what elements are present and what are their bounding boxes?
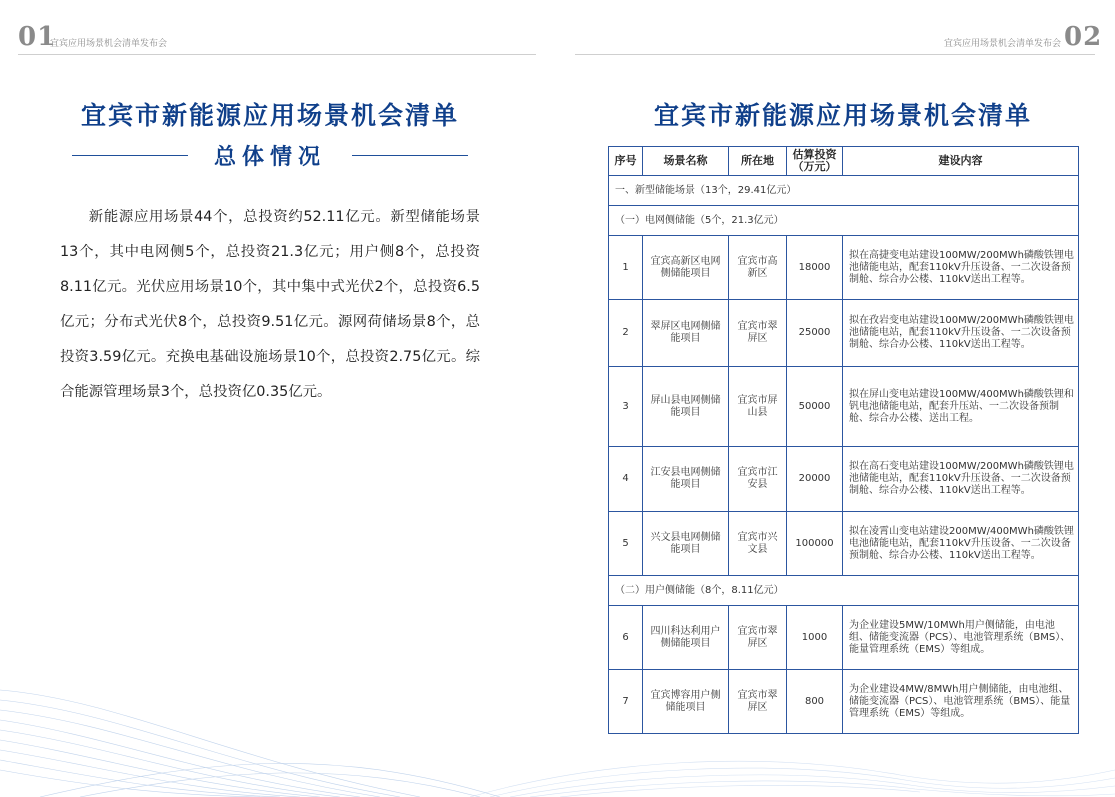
- cell-name: 宜宾高新区电网侧储能项目: [643, 236, 729, 300]
- section-row: [609, 176, 1079, 206]
- cell-investment: 18000: [787, 236, 843, 300]
- cell-investment: 20000: [787, 447, 843, 512]
- subsection-row: [609, 206, 1079, 236]
- page-number-left: 01: [18, 22, 57, 52]
- cell-name: 兴文县电网侧储能项目: [643, 512, 729, 576]
- header-title-right: 宜宾应用场景机会清单发布会: [944, 39, 1062, 49]
- header-investment-line2: （万元）: [792, 160, 837, 173]
- cell-location: 宜宾市翠屏区: [729, 300, 787, 367]
- cell-investment: 25000: [787, 300, 843, 367]
- cell-no: 6: [609, 606, 643, 670]
- cell-no: 3: [609, 367, 643, 447]
- cell-investment: 100000: [787, 512, 843, 576]
- cell-no: 4: [609, 447, 643, 512]
- table-row: [609, 606, 1079, 670]
- cell-name: 翠屏区电网侧储能项目: [643, 300, 729, 367]
- subtitle: 总体情况: [213, 144, 326, 170]
- cell-investment: 800: [787, 670, 843, 734]
- table-row: [609, 300, 1079, 367]
- cell-no: 7: [609, 670, 643, 734]
- cell-location: 宜宾市兴文县: [729, 512, 787, 576]
- cell-location: 宜宾市翠屏区: [729, 670, 787, 734]
- cell-content: 拟在高石变电站建设100MW/200MWh磷酸铁锂电池储能电站，配套110kV升压设备、一二次设备预制舱、综合办公楼、110kV送出工程等。: [843, 447, 1079, 512]
- table-row: [609, 512, 1079, 576]
- cell-location: 宜宾市屏山县: [729, 367, 787, 447]
- cell-no: 2: [609, 300, 643, 367]
- section-label: 一、新型储能场景（13个，29.41亿元）: [609, 176, 1079, 206]
- cell-content: 拟在屏山变电站建设100MW/400MWh磷酸铁锂和钒电池储能电站，配套升压站、一二次设备预制舱、综合办公楼、送出工程。: [843, 367, 1079, 447]
- header-no: 序号: [609, 147, 643, 176]
- header-divider-right: [575, 54, 1095, 55]
- subtitle-row: [60, 138, 480, 172]
- table-row: [609, 447, 1079, 512]
- scenario-table: [608, 146, 1079, 734]
- header-name: 场景名称: [643, 147, 729, 176]
- cell-investment: 1000: [787, 606, 843, 670]
- header-divider-left: [18, 54, 536, 55]
- left-page-title: 宜宾市新能源应用场景机会清单: [80, 101, 459, 130]
- subsection-label: （一）电网侧储能（5个，21.3亿元）: [609, 206, 1079, 236]
- cell-content: 拟在高捷变电站建设100MW/200MWh磷酸铁锂电池储能电站，配套110kV升压设备、一二次设备预制舱、综合办公楼、110kV送出工程等。: [843, 236, 1079, 300]
- subtitle-rule-right: [352, 155, 468, 156]
- header-content: 建设内容: [843, 147, 1079, 176]
- table-row: [609, 367, 1079, 447]
- cell-name: 四川科达利用户侧储能项目: [643, 606, 729, 670]
- cell-name: 宜宾博容用户侧储能项目: [643, 670, 729, 734]
- subsection-label: （二）用户侧储能（8个，8.11亿元）: [609, 576, 1079, 606]
- cell-no: 5: [609, 512, 643, 576]
- cell-content: 为企业建设5MW/10MWh用户侧储能，由电池组、储能变流器（PCS）、电池管理系统（BMS）、能量管理系统（EMS）等组成。: [843, 606, 1079, 670]
- table-row: [609, 236, 1079, 300]
- subsection-row: [609, 576, 1079, 606]
- table-header-row: [609, 147, 1079, 176]
- right-page-title: 宜宾市新能源应用场景机会清单: [653, 101, 1032, 130]
- cell-name: 江安县电网侧储能项目: [643, 447, 729, 512]
- header-investment: [787, 147, 843, 176]
- header-investment-line1: 估算投资: [792, 148, 837, 161]
- cell-content: 为企业建设4MW/8MWh用户侧储能，由电池组、储能变流器（PCS）、电池管理系统（BMS）、能量管理系统（EMS）等组成。: [843, 670, 1079, 734]
- table-row: [609, 670, 1079, 734]
- page-number-right: 02: [1064, 22, 1103, 52]
- cell-content: 拟在孜岩变电站建设100MW/200MWh磷酸铁锂电池储能电站，配套110kV升压设备、一二次设备预制舱、综合办公楼、110kV送出工程等。: [843, 300, 1079, 367]
- header-location: 所在地: [729, 147, 787, 176]
- header-title-left: 宜宾应用场景机会清单发布会: [50, 39, 168, 49]
- cell-name: 屏山县电网侧储能项目: [643, 367, 729, 447]
- cell-location: 宜宾市高新区: [729, 236, 787, 300]
- cell-no: 1: [609, 236, 643, 300]
- cell-content: 拟在凌霄山变电站建设200MW/400MWh磷酸铁锂电池储能电站，配套110kV升压设备、一二次设备预制舱、综合办公楼、110kV送出工程等。: [843, 512, 1079, 576]
- cell-location: 宜宾市翠屏区: [729, 606, 787, 670]
- subtitle-rule-left: [72, 155, 188, 156]
- cell-investment: 50000: [787, 367, 843, 447]
- cell-location: 宜宾市江安县: [729, 447, 787, 512]
- overview-paragraph: 新能源应用场景44个，总投资约52.11亿元。新型储能场景13个，其中电网侧5个，总投资21.3亿元；用户侧8个，总投资8.11亿元。光伏应用场景10个，其中集中式光伏2个，总投资6.5亿元；分布式光伏8个，总投资9.51亿元。源网荷储场景8个，总投资3.59亿元。充换电基础设施场景10个，总投资2.75亿元。综合能源管理场景3个，总投资亿0.35亿元。: [60, 209, 480, 400]
